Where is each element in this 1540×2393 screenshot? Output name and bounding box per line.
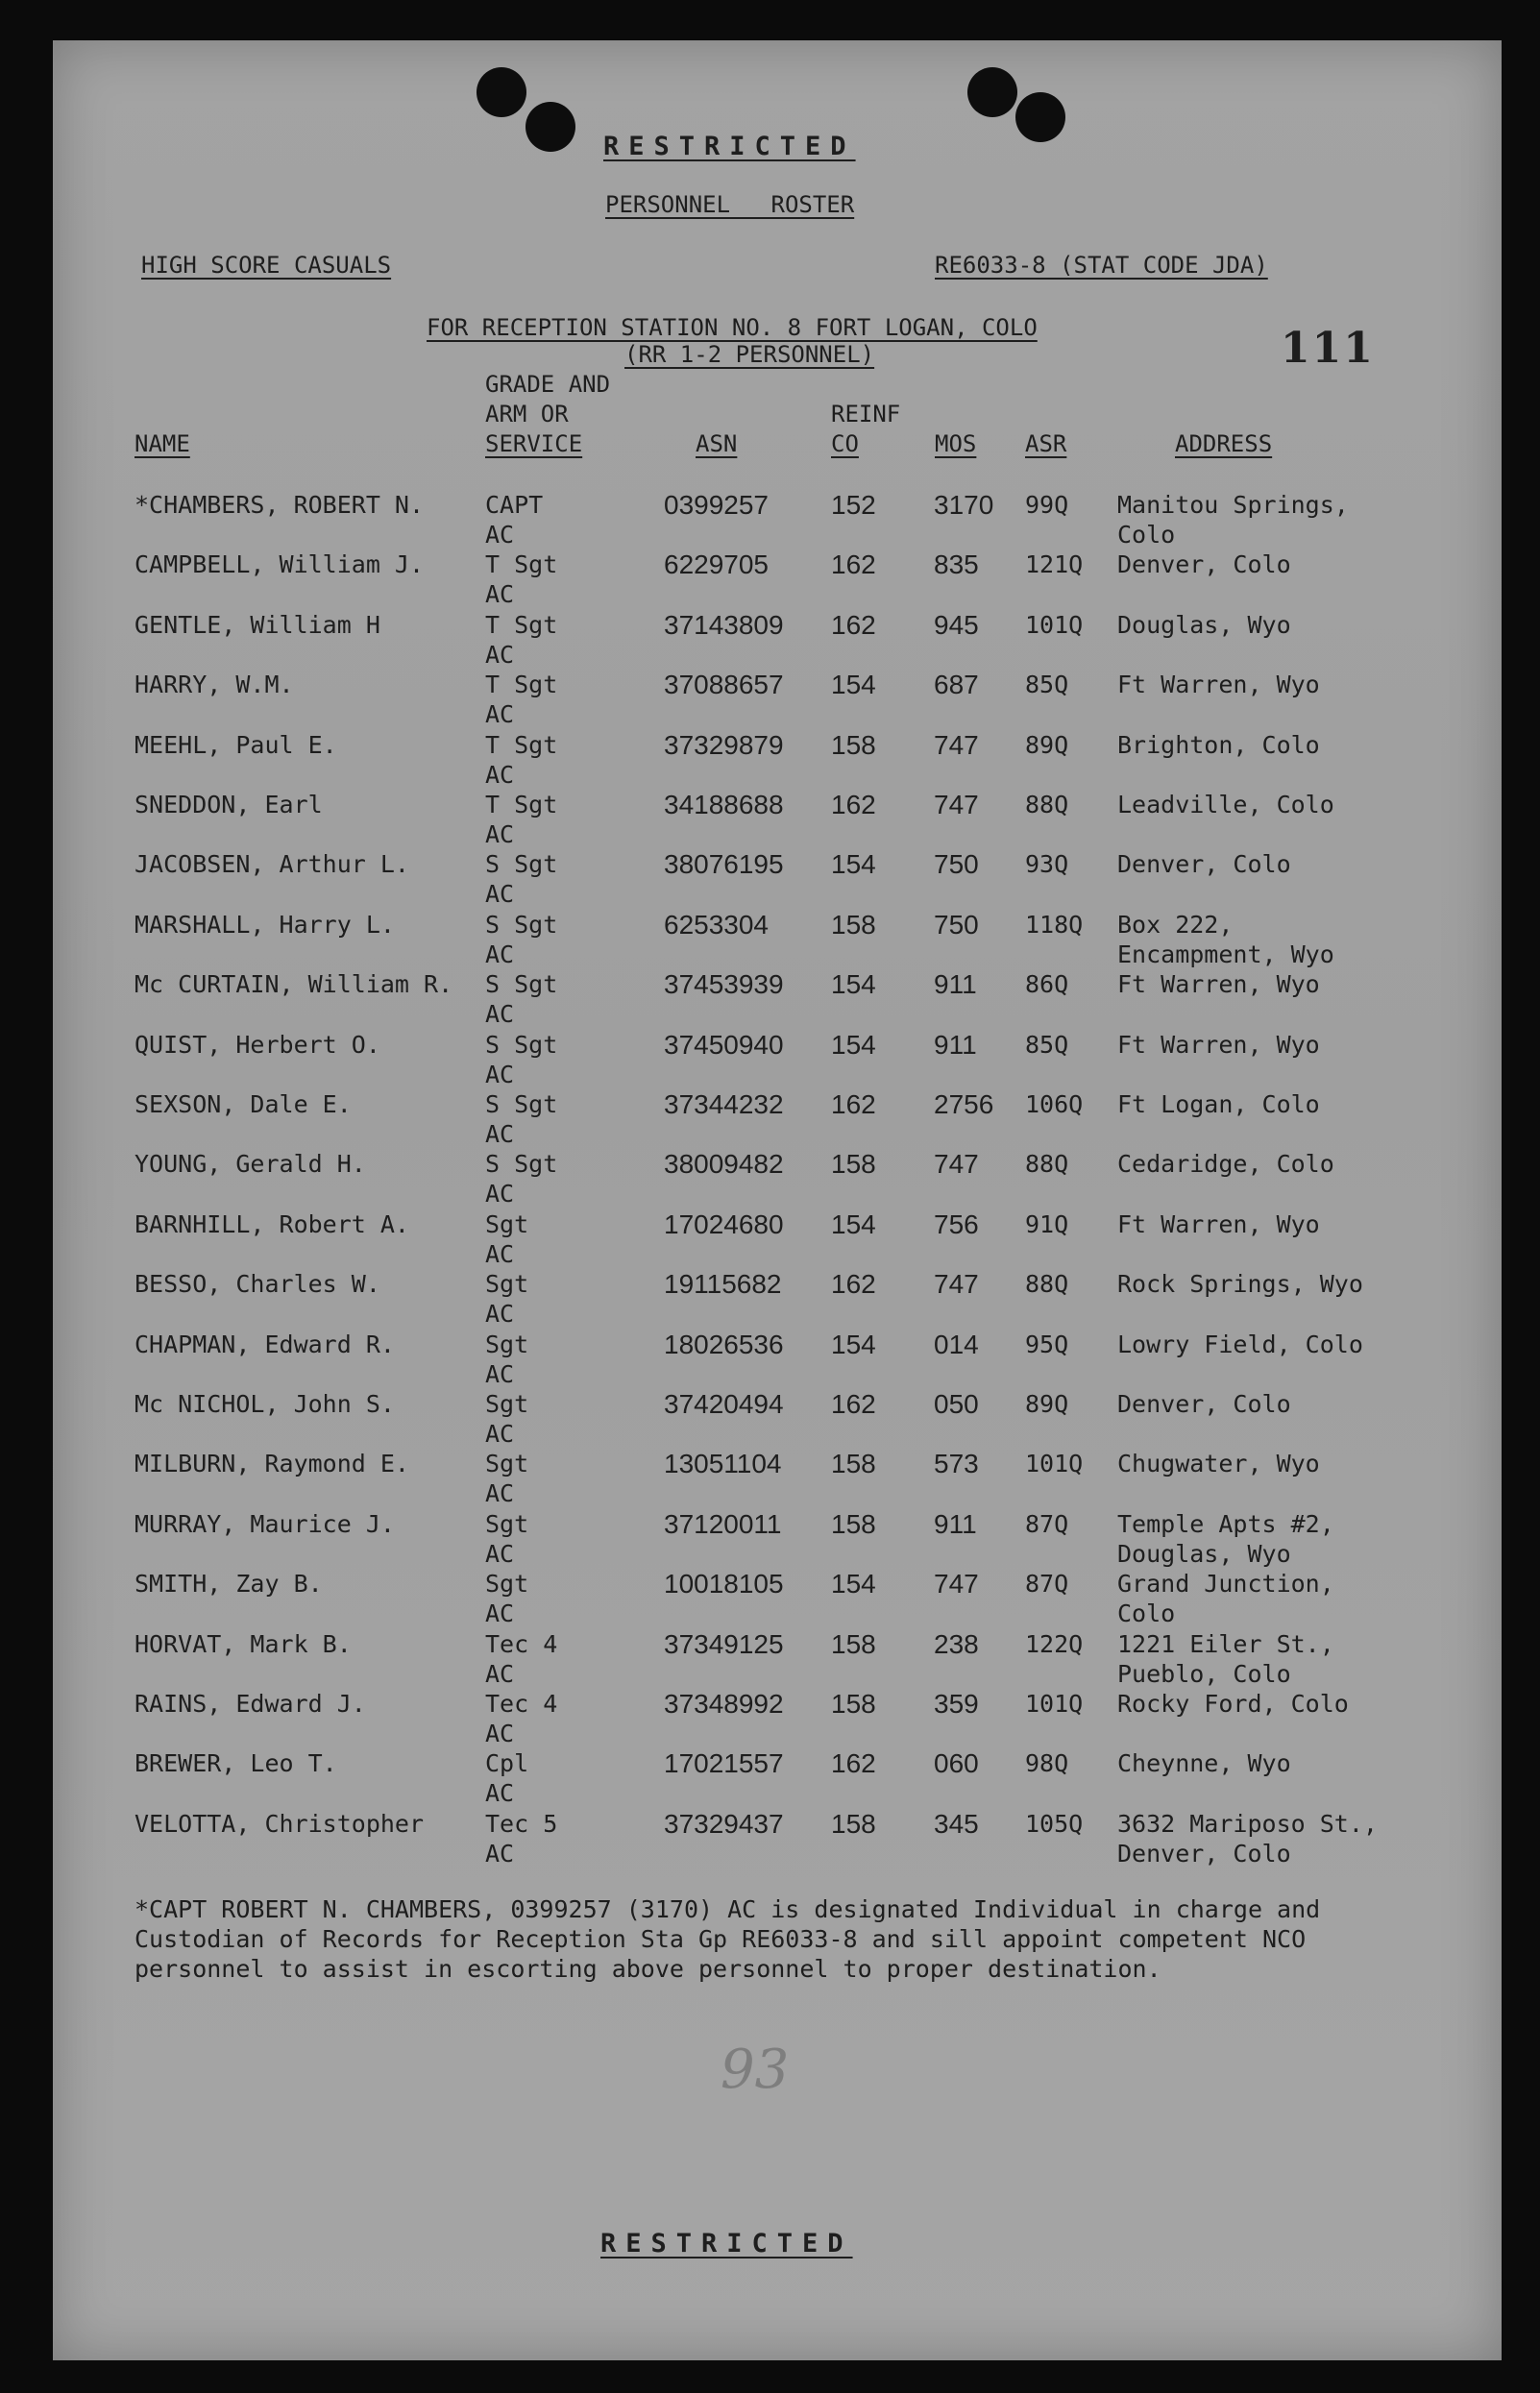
row-mos: 747 (934, 729, 979, 760)
row-address-line1: Ft Warren, Wyo (1117, 970, 1320, 999)
stat-code-label: RE6033-8 (STAT CODE JDA) (935, 252, 1268, 279)
row-name: SEXSON, Dale E. (134, 1090, 352, 1118)
row-mos: 3170 (934, 490, 994, 520)
row-asn: 37344232 (664, 1089, 784, 1119)
row-mos: 687 (934, 670, 979, 700)
row-asn: 37329879 (664, 729, 784, 760)
row-asn: 13051104 (664, 1449, 782, 1479)
row-grade: Sgt (485, 1509, 529, 1538)
row-address-line1: Denver, Colo (1117, 550, 1291, 579)
table-row (53, 1629, 1502, 1689)
row-address-line1: 1221 Eiler St., (1117, 1629, 1334, 1658)
table-row (53, 1389, 1502, 1449)
row-asr: 88Q (1025, 1270, 1069, 1299)
row-address-line1: Denver, Colo (1117, 850, 1291, 879)
table-row (53, 490, 1502, 549)
row-asn: 34188688 (664, 790, 784, 819)
row-name: SMITH, Zay B. (134, 1570, 323, 1599)
row-mos: 345 (934, 1808, 979, 1839)
row-asr: 105Q (1025, 1809, 1084, 1838)
row-reinf-co: 162 (831, 609, 876, 640)
row-grade: S Sgt (485, 850, 558, 879)
row-reinf-co: 158 (831, 1808, 876, 1839)
row-asr: 98Q (1025, 1749, 1069, 1778)
row-asn: 6229705 (664, 549, 770, 580)
row-address-line1: Douglas, Wyo (1117, 610, 1291, 639)
row-asn: 37088657 (664, 670, 784, 700)
row-mos: 911 (934, 1029, 977, 1060)
row-arm: AC (485, 1300, 515, 1329)
column-header-mos-text: MOS (935, 430, 977, 457)
row-mos: 945 (934, 609, 979, 640)
row-asr: 106Q (1025, 1090, 1084, 1118)
row-reinf-co: 158 (831, 1149, 876, 1180)
punch-hole (1015, 92, 1065, 142)
table-row (53, 670, 1502, 729)
row-arm: AC (485, 1180, 515, 1209)
row-grade: Sgt (485, 1390, 529, 1418)
row-asn: 37450940 (664, 1029, 784, 1060)
column-header-asn-text: ASN (696, 430, 738, 457)
row-asr: 122Q (1025, 1629, 1084, 1658)
punch-hole (526, 102, 575, 152)
personnel-line: (RR 1-2 PERSONNEL) (624, 341, 875, 368)
row-asn: 17024680 (664, 1209, 784, 1239)
row-asn: 19115682 (664, 1269, 782, 1300)
table-row (53, 1689, 1502, 1748)
row-reinf-co: 158 (831, 1628, 876, 1659)
row-grade: S Sgt (485, 970, 558, 999)
row-asr: 87Q (1025, 1570, 1069, 1599)
row-mos: 060 (934, 1748, 979, 1779)
group-label: HIGH SCORE CASUALS (141, 252, 392, 279)
row-grade: Sgt (485, 1270, 529, 1299)
row-address-line1: Ft Warren, Wyo (1117, 1209, 1320, 1238)
row-asr: 88Q (1025, 791, 1069, 818)
row-grade: Sgt (485, 1570, 529, 1599)
row-asn: 37143809 (664, 609, 784, 640)
row-name: *CHAMBERS, ROBERT N. (134, 491, 425, 519)
table-row (53, 1089, 1502, 1149)
row-asn: 37349125 (664, 1628, 784, 1659)
row-arm: AC (485, 1060, 515, 1088)
row-arm: AC (485, 1720, 515, 1747)
row-reinf-co: 162 (831, 1089, 876, 1119)
row-arm: AC (485, 1420, 515, 1448)
table-row (53, 1509, 1502, 1569)
row-address-line1: Chugwater, Wyo (1117, 1450, 1320, 1478)
row-asn: 0399257 (664, 490, 770, 520)
row-asn: 17021557 (664, 1748, 784, 1779)
row-mos: 050 (934, 1389, 979, 1419)
row-address-line2: Pueblo, Colo (1117, 1659, 1291, 1688)
row-reinf-co: 162 (831, 549, 876, 580)
row-arm: AC (485, 1479, 515, 1508)
row-reinf-co: 158 (831, 1689, 876, 1719)
row-grade: CAPT (485, 491, 544, 519)
row-mos: 014 (934, 1329, 979, 1359)
row-name: RAINS, Edward J. (134, 1690, 366, 1718)
row-arm: AC (485, 1539, 515, 1568)
row-arm: AC (485, 1779, 515, 1808)
table-row (53, 1449, 1502, 1508)
row-reinf-co: 162 (831, 790, 876, 819)
row-asn: 18026536 (664, 1329, 784, 1359)
row-arm: AC (485, 521, 515, 549)
row-asr: 85Q (1025, 1030, 1069, 1059)
punch-hole (967, 67, 1017, 117)
column-header-co (831, 400, 900, 459)
document-title: PERSONNEL ROSTER (605, 191, 855, 218)
row-name: MILBURN, Raymond E. (134, 1450, 409, 1478)
row-reinf-co: 154 (831, 1569, 876, 1599)
table-row (53, 849, 1502, 909)
row-asr: 99Q (1025, 491, 1069, 519)
row-name: GENTLE, William H (134, 610, 380, 639)
row-address-line2: Encampment, Wyo (1117, 940, 1334, 968)
row-address-line1: Cedaridge, Colo (1117, 1150, 1334, 1179)
column-header-grade-line1: GRADE AND (485, 371, 611, 398)
handwritten-number: 93 (721, 2039, 790, 2101)
row-asr: 87Q (1025, 1509, 1069, 1538)
row-name: BARNHILL, Robert A. (134, 1209, 409, 1238)
row-reinf-co: 152 (831, 490, 876, 520)
row-reinf-co: 154 (831, 1209, 876, 1239)
row-reinf-co: 158 (831, 1508, 876, 1539)
row-address-line1: 3632 Mariposo St., (1117, 1809, 1378, 1838)
row-arm: AC (485, 1239, 515, 1268)
row-reinf-co: 154 (831, 1029, 876, 1060)
row-address-line1: Temple Apts #2, (1117, 1509, 1334, 1538)
row-name: MEEHL, Paul E. (134, 730, 337, 759)
row-asn: 37453939 (664, 969, 784, 1000)
row-asr: 86Q (1025, 970, 1069, 999)
row-asr: 121Q (1025, 550, 1084, 579)
row-mos: 747 (934, 790, 979, 819)
row-mos: 238 (934, 1628, 979, 1659)
row-asn: 6253304 (664, 909, 770, 940)
column-header-grade-line2: ARM OR (485, 401, 569, 427)
table-row (53, 910, 1502, 969)
table-row (53, 1149, 1502, 1209)
row-address-line1: Cheynne, Wyo (1117, 1749, 1291, 1778)
row-asr: 101Q (1025, 610, 1084, 639)
column-header-mos (935, 429, 976, 459)
row-address-line1: Manitou Springs, (1117, 491, 1349, 519)
row-address-line2: Colo (1117, 521, 1176, 549)
row-name: VELOTTA, Christopher (134, 1809, 425, 1838)
row-asr: 101Q (1025, 1690, 1084, 1718)
row-arm: AC (485, 1359, 515, 1388)
row-name: Mc NICHOL, John S. (134, 1390, 395, 1418)
column-header-co-line1: REINF (831, 401, 901, 427)
row-asn: 38076195 (664, 849, 784, 880)
row-name: JACOBSEN, Arthur L. (134, 850, 409, 879)
row-name: YOUNG, Gerald H. (134, 1150, 366, 1179)
row-name: CHAPMAN, Edward R. (134, 1330, 395, 1358)
row-grade: Tec 4 (485, 1690, 558, 1718)
row-name: HARRY, W.M. (134, 671, 294, 699)
row-arm: AC (485, 1000, 515, 1029)
row-address-line1: Ft Warren, Wyo (1117, 671, 1320, 699)
row-grade: S Sgt (485, 1150, 558, 1179)
row-reinf-co: 162 (831, 1748, 876, 1779)
footnote: *CAPT ROBERT N. CHAMBERS, 0399257 (3170) AC is designated Individual in charge and Custodian of Records for Reception Sta Gp RE6033-8 and sill appoint competent NCO personnel to assist in escorting above personnel to proper destination. (134, 1895, 1321, 1983)
row-address-line1: Ft Logan, Colo (1117, 1090, 1320, 1118)
column-header-asr (1025, 429, 1066, 459)
row-address-line1: Box 222, (1117, 910, 1234, 939)
table-row (53, 1209, 1502, 1269)
table-row (53, 610, 1502, 670)
station-line: FOR RECEPTION STATION NO. 8 FORT LOGAN, COLO (427, 314, 1038, 341)
row-grade: T Sgt (485, 671, 558, 699)
row-address-line1: Rocky Ford, Colo (1117, 1690, 1349, 1718)
row-arm: AC (485, 1659, 515, 1688)
row-arm: AC (485, 700, 515, 729)
row-reinf-co: 154 (831, 670, 876, 700)
row-name: HORVAT, Mark B. (134, 1629, 352, 1658)
row-name: QUIST, Herbert O. (134, 1030, 380, 1059)
row-asn: 37420494 (664, 1389, 784, 1419)
row-mos: 756 (934, 1209, 979, 1239)
row-reinf-co: 162 (831, 1389, 876, 1419)
row-asr: 95Q (1025, 1330, 1069, 1358)
row-asr: 85Q (1025, 671, 1069, 699)
row-address-line2: Denver, Colo (1117, 1839, 1291, 1868)
row-grade: Sgt (485, 1450, 529, 1478)
row-name: Mc CURTAIN, William R. (134, 970, 453, 999)
row-reinf-co: 158 (831, 1449, 876, 1479)
punch-hole (477, 67, 526, 117)
row-reinf-co: 158 (831, 729, 876, 760)
column-header-address (1175, 429, 1272, 459)
row-mos: 747 (934, 1149, 979, 1180)
column-header-asn (696, 429, 737, 459)
row-name: BREWER, Leo T. (134, 1749, 337, 1778)
row-mos: 750 (934, 909, 979, 940)
row-mos: 911 (934, 969, 977, 1000)
row-asn: 37120011 (664, 1508, 782, 1539)
row-address-line1: Rock Springs, Wyo (1117, 1270, 1363, 1299)
column-header-name (134, 429, 190, 459)
row-mos: 573 (934, 1449, 979, 1479)
row-reinf-co: 162 (831, 1269, 876, 1300)
table-row (53, 790, 1502, 849)
row-arm: AC (485, 820, 515, 848)
row-mos: 747 (934, 1569, 979, 1599)
row-address-line1: Lowry Field, Colo (1117, 1330, 1363, 1358)
row-name: SNEDDON, Earl (134, 791, 323, 818)
row-asr: 89Q (1025, 1390, 1069, 1418)
row-arm: AC (485, 880, 515, 909)
row-asr: 91Q (1025, 1209, 1069, 1238)
row-name: MURRAY, Maurice J. (134, 1509, 395, 1538)
table-row (53, 1569, 1502, 1628)
row-grade: Cpl (485, 1749, 529, 1778)
row-mos: 747 (934, 1269, 979, 1300)
row-asr: 89Q (1025, 730, 1069, 759)
row-name: BESSO, Charles W. (134, 1270, 380, 1299)
column-header-name-text: NAME (134, 430, 190, 457)
row-address-line1: Denver, Colo (1117, 1390, 1291, 1418)
row-address-line2: Colo (1117, 1599, 1176, 1628)
row-grade: T Sgt (485, 791, 558, 818)
row-asn: 37329437 (664, 1808, 784, 1839)
row-arm: AC (485, 1599, 515, 1628)
row-reinf-co: 154 (831, 969, 876, 1000)
table-row (53, 1330, 1502, 1389)
row-address-line1: Ft Warren, Wyo (1117, 1030, 1320, 1059)
row-arm: AC (485, 1120, 515, 1148)
row-grade: S Sgt (485, 1030, 558, 1059)
table-row (53, 969, 1502, 1029)
table-row (53, 1030, 1502, 1089)
row-grade: Sgt (485, 1209, 529, 1238)
row-grade: T Sgt (485, 730, 558, 759)
table-row (53, 1269, 1502, 1329)
row-asn: 38009482 (664, 1149, 784, 1180)
row-arm: AC (485, 1839, 515, 1868)
row-asr: 101Q (1025, 1450, 1084, 1478)
row-reinf-co: 154 (831, 849, 876, 880)
row-asr: 118Q (1025, 910, 1084, 939)
row-asr: 93Q (1025, 850, 1069, 879)
row-mos: 835 (934, 549, 979, 580)
page-number: 111 (1281, 324, 1375, 373)
row-reinf-co: 158 (831, 909, 876, 940)
restricted-header: RESTRICTED (603, 132, 856, 161)
row-arm: AC (485, 940, 515, 968)
row-grade: S Sgt (485, 910, 558, 939)
row-address-line1: Brighton, Colo (1117, 730, 1320, 759)
row-grade: T Sgt (485, 550, 558, 579)
row-address-line1: Grand Junction, (1117, 1570, 1334, 1599)
row-address-line2: Douglas, Wyo (1117, 1539, 1291, 1568)
row-grade: S Sgt (485, 1090, 558, 1118)
column-header-address-text: ADDRESS (1175, 430, 1273, 457)
column-header-grade (485, 370, 610, 459)
column-header-grade-line3: SERVICE (485, 430, 583, 457)
table-row (53, 1809, 1502, 1868)
row-grade: T Sgt (485, 610, 558, 639)
row-name: MARSHALL, Harry L. (134, 910, 395, 939)
row-asr: 88Q (1025, 1150, 1069, 1179)
table-row (53, 1748, 1502, 1808)
row-asn: 10018105 (664, 1569, 784, 1599)
row-grade: Tec 5 (485, 1809, 558, 1838)
column-header-co-line2: CO (831, 430, 859, 457)
table-row (53, 730, 1502, 790)
row-arm: AC (485, 580, 515, 609)
table-row (53, 549, 1502, 609)
row-asn: 37348992 (664, 1689, 784, 1719)
row-mos: 2756 (934, 1089, 994, 1119)
document-page (53, 40, 1502, 2360)
row-arm: AC (485, 640, 515, 669)
row-mos: 750 (934, 849, 979, 880)
row-name: CAMPBELL, William J. (134, 550, 425, 579)
restricted-footer: RESTRICTED (600, 2229, 853, 2259)
row-arm: AC (485, 760, 515, 789)
row-reinf-co: 154 (831, 1329, 876, 1359)
row-grade: Tec 4 (485, 1629, 558, 1658)
row-mos: 359 (934, 1689, 979, 1719)
row-mos: 911 (934, 1508, 977, 1539)
row-address-line1: Leadville, Colo (1117, 791, 1334, 818)
column-header-asr-text: ASR (1025, 430, 1067, 457)
row-grade: Sgt (485, 1330, 529, 1358)
